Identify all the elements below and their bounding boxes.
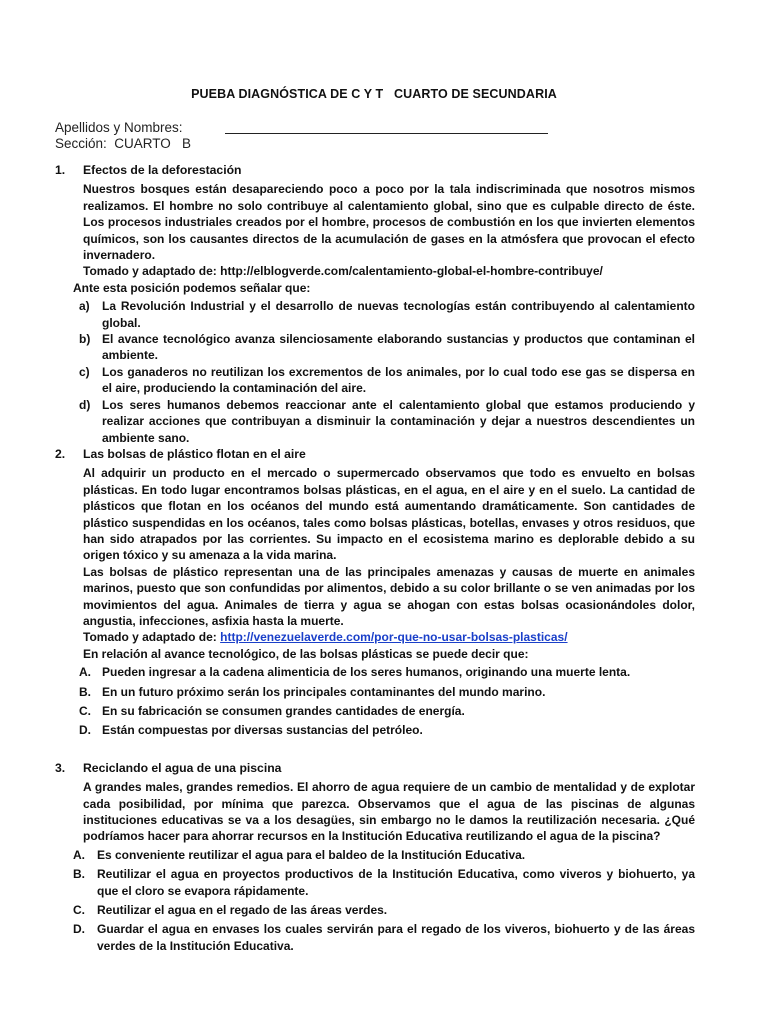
question-3-number: 3. — [55, 760, 66, 775]
question-2-title: Las bolsas de plástico flotan en el aire — [83, 446, 306, 461]
option-text: Reutilizar el agua en proyectos productivos de la Institución Educativa, como viveros y biohuerto, ya que el cloro se evapora rápidamente. — [97, 867, 695, 898]
names-label: Apellidos y Nombres: — [55, 120, 183, 135]
option-text: Pueden ingresar a la cadena alimenticia de los seres humanos, originando una muerte lenta. — [102, 665, 631, 680]
option-text: En su fabricación se consumen grandes cantidades de energía. — [102, 704, 465, 718]
option-text: Están compuestas por diversas sustancias del petróleo. — [102, 723, 423, 738]
option-text: Guardar el agua en envases los cuales servirán para el regado de los viveros, biohuerto y de las áreas verdes de la Institución Educativa. — [97, 922, 695, 953]
question-2-source — [83, 629, 695, 645]
option-letter: C. — [79, 704, 91, 718]
question-1-source: Tomado y adaptado de: http://elblogverde.com/calentamiento-global-el-hombre-contribuye/ — [83, 264, 603, 279]
question-1-title: Efectos de la deforestación — [83, 163, 242, 177]
option-3c[interactable] — [55, 902, 695, 918]
question-2-number: 2. — [55, 446, 66, 461]
question-3-title: Reciclando el agua de una piscina — [83, 760, 282, 775]
option-text: Los ganaderos no reutilizan los excrementos de los animales, por lo cual todo ese gas se dispersa en el aire, produciendo la contaminación del aire. — [102, 364, 695, 396]
question-1-options — [55, 298, 695, 446]
option-3d[interactable] — [55, 921, 695, 954]
question-1-heading — [55, 162, 695, 178]
option-3a[interactable] — [55, 847, 695, 863]
option-1d[interactable] — [55, 397, 695, 446]
option-letter: D. — [73, 922, 85, 937]
option-3b[interactable] — [55, 866, 695, 899]
option-letter: B. — [79, 684, 91, 699]
option-letter: D. — [79, 723, 91, 738]
exam-content — [55, 162, 695, 957]
option-text: Los seres humanos debemos reaccionar ante el calentamiento global que estamos produciendo y realizar acciones que contribuyan a disminuir la contaminación y dejar a nuestros descendientes un ambiente sano. — [102, 397, 695, 445]
question-2-options — [55, 664, 695, 739]
source-prefix: Tomado y adaptado de: — [83, 630, 221, 645]
question-2-heading — [55, 446, 695, 462]
option-letter: C. — [73, 903, 85, 918]
question-1-number: 1. — [55, 163, 66, 177]
question-2-prompt: En relación al avance tecnológico, de las bolsas plásticas se puede decir que: — [83, 646, 529, 661]
option-text: La Revolución Industrial y el desarrollo de nuevas tecnologías están contribuyendo al calentamiento global. — [102, 299, 695, 330]
option-letter: A. — [79, 665, 91, 680]
question-2-text-2: Las bolsas de plástico representan una de las principales amenazas y causas de muerte en animales marinos, puesto que son confundidas por alimentos, debido a su color brillante o se ven animadas por los movimientos del agua. Animales de tierra y agua se ahogan con estas bolsas ocasionándoles dolor, angustia, infecciones, asfixia hasta la muerte. — [83, 564, 695, 628]
option-letter: b) — [79, 332, 91, 347]
option-letter: c) — [79, 364, 90, 379]
question-1-prompt: Ante esta posición podemos señalar que: — [73, 280, 311, 295]
names-blank-line — [225, 121, 548, 134]
source-link[interactable]: http://venezuelaverde.com/por-que-no-usar-bolsas-plasticas/ — [220, 630, 568, 645]
question-3-options — [55, 847, 695, 954]
option-2a[interactable] — [55, 664, 695, 680]
option-letter: a) — [79, 299, 90, 314]
page-title: PUEBA DIAGNÓSTICA DE C Y T CUARTO DE SECUNDARIA — [191, 87, 557, 101]
option-1c[interactable] — [55, 364, 695, 397]
question-1-text: Nuestros bosques están desapareciendo poco a poco por la tala indiscriminada que nosotros mismos realizamos. El hombre no solo contribuye al calentamiento global, sino que es culpable directo de éste. Los procesos industriales creados por el hombre, procesos de combustión en los que invierten elementos químicos, son los causantes directos de la acumulación de gases en la atmósfera que provocan el efecto invernadero. — [83, 182, 695, 263]
option-1a[interactable] — [55, 298, 695, 331]
option-1b[interactable] — [55, 331, 695, 364]
section-label: Sección: CUARTO B — [55, 136, 192, 151]
option-letter: B. — [73, 867, 85, 882]
option-2b[interactable] — [55, 684, 695, 700]
option-text: Reutilizar el agua en el regado de las áreas verdes. — [97, 903, 388, 918]
option-text: En un futuro próximo serán los principales contaminantes del mundo marino. — [102, 684, 546, 699]
option-letter: A. — [73, 847, 85, 862]
option-2d[interactable] — [55, 722, 695, 738]
option-letter: d) — [79, 397, 91, 412]
question-2-text-1: Al adquirir un producto en el mercado o supermercado observamos que todo es envuelto en bolsas plásticas. En todo lugar encontramos bolsas plásticas, en el agua, en el aire y en el suelo. La cantidad de plásticos que flotan en los océanos del mundo está aumentando dramáticamente. Son cantidades de plástico suspendidas en los océanos, tales como bolsas plásticas, botellas, envases y otros residuos, que han sido atrapados por las corrientes. Su impacto en el ecosistema marino es deplorable debido a su origen tóxico y su amenaza a la vida marina. — [83, 466, 695, 563]
option-text: Es conveniente reutilizar el agua para el baldeo de la Institución Educativa. — [97, 847, 526, 862]
question-3-heading — [55, 760, 695, 776]
option-text: El avance tecnológico avanza silenciosamente elaborando sustancias y productos que contaminan el ambiente. — [102, 332, 695, 363]
option-2c[interactable] — [55, 703, 695, 719]
question-3-text: A grandes males, grandes remedios. El ahorro de agua requiere de un cambio de mentalidad y de explotar cada posibilidad, por mínima que parezca. Observamos que el agua de las piscinas de algunas instituciones educativas se va a los desagües, sin embargo no le damos la reutilización necesaria. ¿Qué podríamos hacer para ahorrar recursos en la Institución Educativa reutilizando el agua de la piscina? — [83, 780, 695, 844]
